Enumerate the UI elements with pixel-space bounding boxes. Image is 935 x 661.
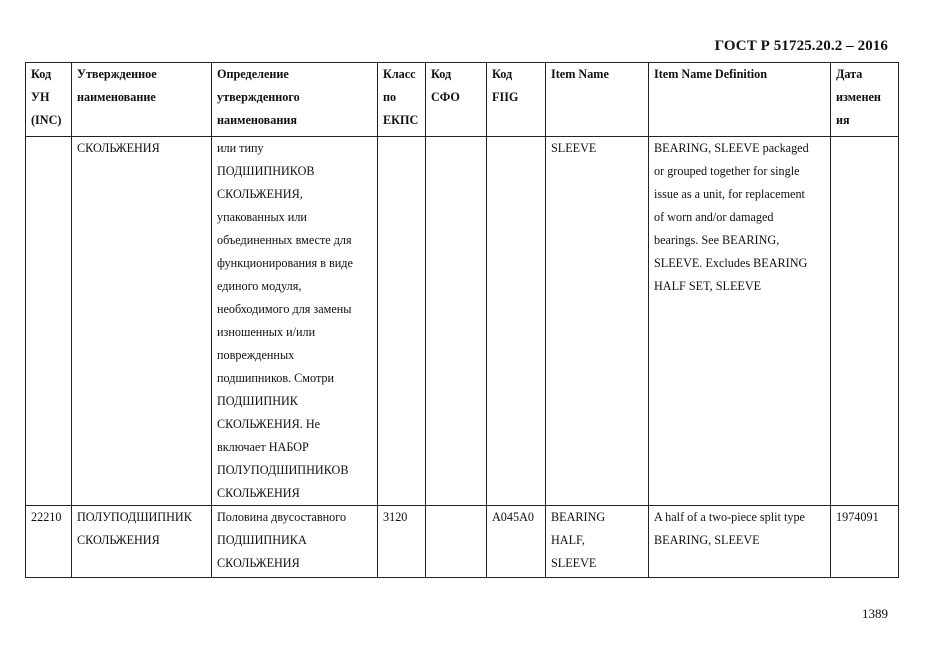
table-row bbox=[26, 506, 899, 578]
column-header-definition: Определение утвержденного наименования bbox=[212, 63, 378, 137]
cell-fiig-code bbox=[487, 137, 546, 506]
classification-table bbox=[25, 62, 899, 578]
column-header-item-name-definition: Item Name Definition bbox=[649, 63, 831, 137]
cell-fiig-code: A045A0 bbox=[487, 506, 546, 578]
cell-change-date: 1974091 bbox=[831, 506, 899, 578]
column-header-ekps-class: Класс по ЕКПС bbox=[378, 63, 426, 137]
cell-item-name: BEARING HALF, SLEEVE bbox=[546, 506, 649, 578]
cell-definition: Половина двусоставного ПОДШИПНИКА СКОЛЬЖЕНИЯ bbox=[212, 506, 378, 578]
column-header-item-name: Item Name bbox=[546, 63, 649, 137]
column-header-fiig-code: Код FIIG bbox=[487, 63, 546, 137]
cell-ekps-class: 3120 bbox=[378, 506, 426, 578]
page-number: 1389 bbox=[862, 606, 888, 621]
cell-inc: 22210 bbox=[26, 506, 72, 578]
table-row bbox=[26, 137, 899, 506]
cell-approved-name: ПОЛУПОДШИПНИК СКОЛЬЖЕНИЯ bbox=[72, 506, 212, 578]
cell-sfo-code bbox=[426, 506, 487, 578]
cell-ekps-class bbox=[378, 137, 426, 506]
column-header-inc: Код УН (INC) bbox=[26, 63, 72, 137]
cell-definition: или типу ПОДШИПНИКОВ СКОЛЬЖЕНИЯ, упакованных или объединенных вместе для функционирования в виде единого модуля, необходимого для замены изношенных и/или поврежденных подшипников. Смотри ПОДШИПНИК СКОЛЬЖЕНИЯ. Не включает НАБОР ПОЛУПОДШИПНИКОВ СКОЛЬЖЕНИЯ bbox=[212, 137, 378, 506]
column-header-sfo-code: Код СФО bbox=[426, 63, 487, 137]
column-header-change-date: Дата изменен ия bbox=[831, 63, 899, 137]
cell-item-name-definition: A half of a two-piece split type BEARING, SLEEVE bbox=[649, 506, 831, 578]
cell-change-date bbox=[831, 137, 899, 506]
cell-item-name: SLEEVE bbox=[546, 137, 649, 506]
cell-inc bbox=[26, 137, 72, 506]
table-header-row bbox=[26, 63, 899, 137]
document-standard-header: ГОСТ Р 51725.20.2 – 2016 bbox=[714, 38, 888, 54]
column-header-approved-name: Утвержденное наименование bbox=[72, 63, 212, 137]
cell-sfo-code bbox=[426, 137, 487, 506]
cell-approved-name: СКОЛЬЖЕНИЯ bbox=[72, 137, 212, 506]
cell-item-name-definition: BEARING, SLEEVE packaged or grouped together for single issue as a unit, for replacement of worn and/or damaged bearings. See BEARING, SLEEVE. Excludes BEARING HALF SET, SLEEVE bbox=[649, 137, 831, 506]
